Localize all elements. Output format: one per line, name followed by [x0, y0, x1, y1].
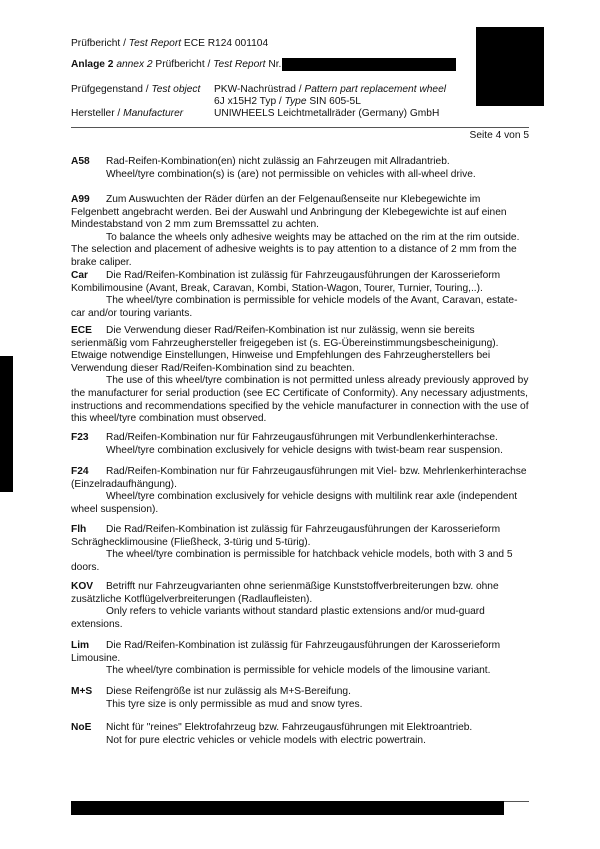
entry-de: ECE Die Verwendung dieser Rad/Reifen-Kombination ist nur zulässig, wenn sie bereits serienmäßig vom Fahrzeughersteller freigegeben ist (s. EG-Übereinstimmungsbescheinigung). Etwaige notwendige Einstellungen, Hinweise und Empfehlungen des Fahrzeugherstellers bei Verwendung dieser Rad/Reifen-Kombination sind zu beachten. — [71, 325, 499, 374]
entry-de: Lim Die Rad/Reifen-Kombination ist zulässig für Fahrzeugausführungen der Karosserieform Limousine. — [71, 640, 501, 664]
entry-en: The wheel/tyre combination is permissible for hatchback vehicle models, both with 3 and 5 doors. — [71, 549, 513, 573]
redacted-footer-bar — [71, 801, 504, 815]
manufacturer-label: Hersteller / Manufacturer — [71, 108, 184, 119]
entry-en: Only refers to vehicle variants without standard plastic extensions and/or mud-guard extensions. — [71, 606, 485, 630]
entry-en: The wheel/tyre combination is permissible for vehicle models of the limousine variant. — [106, 665, 491, 677]
entry-ms — [71, 686, 529, 711]
redacted-corner-box — [476, 27, 544, 106]
entry-a58 — [71, 156, 529, 181]
entry-f24 — [71, 466, 529, 516]
header-rule — [71, 127, 529, 128]
entry-flh — [71, 524, 529, 574]
annex-line: Anlage 2 annex 2 Prüfbericht / Test Report Nr. — [71, 59, 282, 70]
entry-kov — [71, 581, 529, 631]
entry-en: Wheel/tyre combination exclusively for vehicle designs with multilink rear axle (independent wheel suspension). — [71, 491, 518, 515]
report-title-line: Prüfbericht / Test Report ECE R124 001104 — [71, 38, 269, 49]
entry-de: F23 Rad/Reifen-Kombination nur für Fahrzeugausführungen mit Verbundlenkerhinterachse. — [71, 432, 498, 443]
entry-en: Wheel/tyre combination(s) is (are) not permissible on vehicles with all-wheel drive. — [106, 168, 476, 180]
entry-de: F24 Rad/Reifen-Kombination nur für Fahrzeugausführungen mit Viel- bzw. Mehrlenkerhinterachse (Einzelradaufhängung). — [71, 466, 527, 490]
entry-en: The use of this wheel/tyre combination is not permitted unless already previously approved by the manufacturer for serial production (see EC Certificate of Conformity). Any necessary adjustments, instructions and recommendations specified by the vehicle manufacturer in connection with the use of this wheel/tyre combination must observed. — [71, 375, 529, 425]
entry-de: A99 Zum Auswuchten der Räder dürfen an der Felgenaußenseite nur Klebegewichte im Felgenbett angebracht werden. Bei der Auswahl und Anbringung der Klebegewichte ist auf einen Mindestabstand von 2 mm zum Bremssattel zu achten. — [71, 194, 507, 231]
left-edge-marker — [0, 356, 13, 492]
entry-en: To balance the wheels only adhesive weights may be attached on the rim at the rim outside. The selection and placement of adhesive weights is to pay attention to a distance of 2 mm from the brake caliper. — [71, 231, 520, 268]
entry-en: The wheel/tyre combination is permissible for vehicle models of the Avant, Caravan, estate-car and/or touring variants. — [71, 295, 518, 319]
entry-de: A58 Rad-Reifen-Kombination(en) nicht zulässig an Fahrzeugen mit Allradantrieb. — [71, 156, 450, 167]
entry-de: Flh Die Rad/Reifen-Kombination ist zulässig für Fahrzeugausführungen der Karosserieform Schräghecklimousine (Fließheck, 3-türig und 5-türig). — [71, 524, 501, 548]
footer-rule — [504, 801, 529, 802]
entry-de: M+S Diese Reifengröße ist nur zulässig als M+S-Bereifung. — [71, 686, 351, 697]
entry-de: NoE Nicht für "reines" Elektrofahrzeug bzw. Fahrzeugausführungen mit Elektroantrieb. — [71, 722, 473, 733]
entry-lim — [71, 640, 529, 678]
entry-car — [71, 270, 529, 320]
test-object-value: PKW-Nachrüstrad / Pattern part replacement wheel — [214, 84, 446, 95]
test-object-label: Prüfgegenstand / Test object — [71, 84, 201, 95]
manufacturer-value: UNIWHEELS Leichtmetallräder (Germany) GmbH — [214, 108, 440, 119]
entry-en: This tyre size is only permissible as mud and snow tyres. — [106, 698, 363, 710]
entry-noe — [71, 722, 529, 747]
entry-en: Not for pure electric vehicles or vehicle models with electric powertrain. — [106, 734, 426, 746]
entry-a99 — [71, 194, 529, 270]
entry-f23 — [71, 432, 529, 457]
entry-ece — [71, 325, 529, 426]
redacted-report-number — [282, 58, 456, 71]
test-object-type: 6J x15H2 Typ / Type SIN 605-5L — [214, 96, 361, 107]
entry-de: KOV Betrifft nur Fahrzeugvarianten ohne serienmäßige Kunststoffverbreiterungen bzw. ohne zusätzliche Kotflügelverbreiterungen (Radlaufleisten). — [71, 581, 499, 605]
page-number: Seite 4 von 5 — [469, 130, 529, 141]
entry-de: Car Die Rad/Reifen-Kombination ist zulässig für Fahrzeugausführungen der Karosserieform Kombilimousine (Avant, Break, Caravan, Kombi, Station-Wagon, Tourer, Turnier, Touring,..). — [71, 270, 501, 294]
entry-en: Wheel/tyre combination exclusively for vehicle designs with twist-beam rear suspension. — [106, 444, 503, 456]
